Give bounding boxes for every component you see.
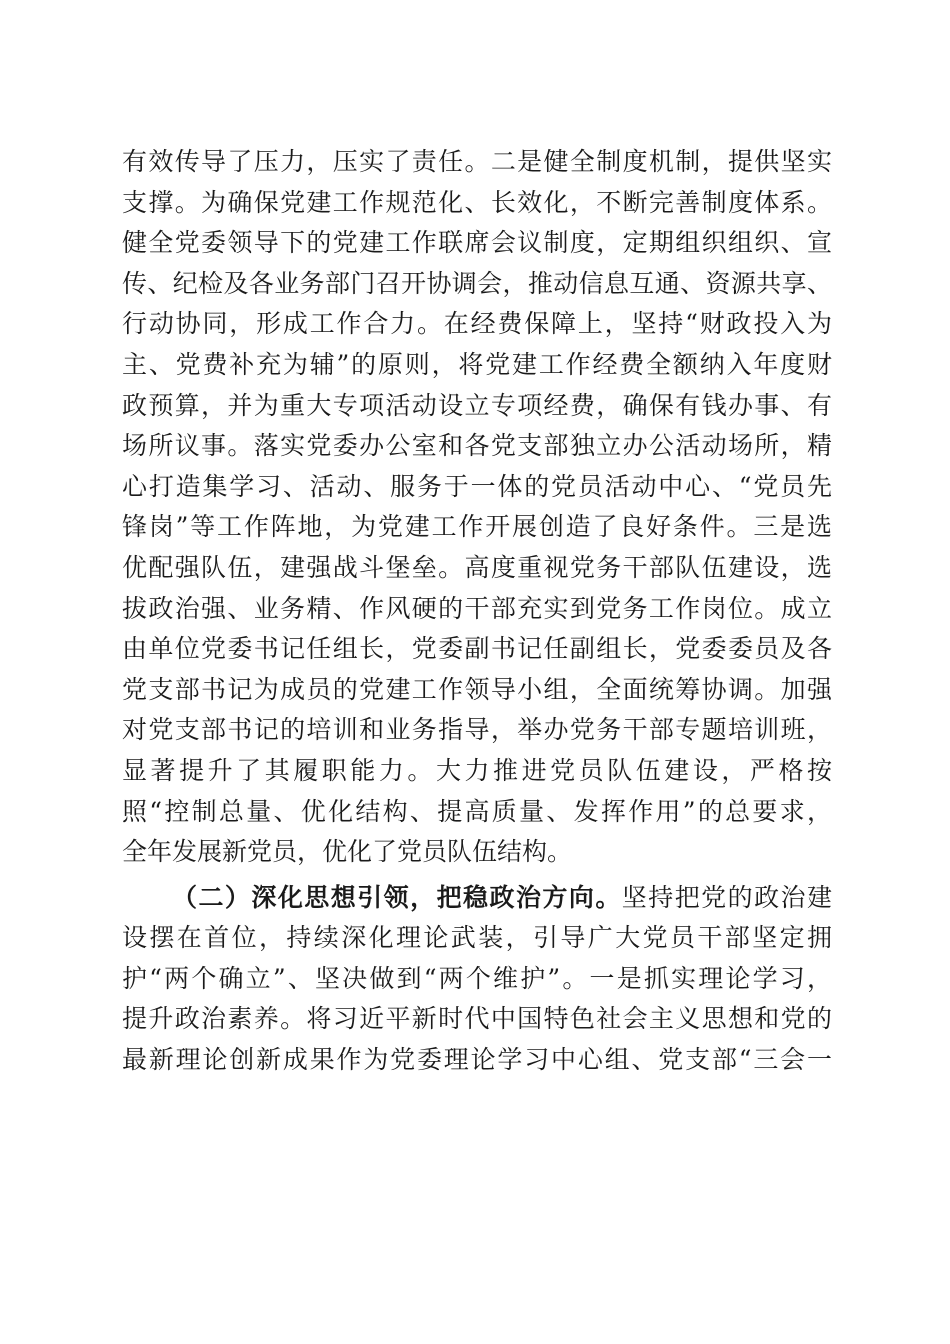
text-line: 场所议事。落实党委办公室和各党支部独立办公活动场所，精: [122, 431, 832, 461]
text-line: 优配强队伍，建强战斗堡垒。高度重视党务干部队伍建设，选: [122, 552, 832, 582]
paragraph-1: [122, 142, 832, 873]
text-line: 心打造集学习、活动、服务于一体的党员活动中心、“党员先: [122, 471, 832, 501]
section-heading: （二）深化思想引领，把稳政治方向。: [172, 882, 622, 912]
text-line: 照“控制总量、优化结构、提高质量、发挥作用”的总要求，: [122, 796, 832, 826]
heading-continuation: 坚持把党的政治建: [621, 882, 832, 912]
paragraph-2-first-line: [122, 878, 832, 919]
text-line: 支撑。为确保党建工作规范化、长效化，不断完善制度体系。: [122, 187, 832, 217]
text-line: 主、党费补充为辅”的原则，将党建工作经费全额纳入年度财: [122, 349, 832, 379]
text-line: 全年发展新党员，优化了党员队伍结构。: [122, 837, 573, 867]
text-line: 传、纪检及各业务部门召开协调会，推动信息互通、资源共享、: [122, 268, 832, 298]
text-line: 健全党委领导下的党建工作联席会议制度，定期组织组织、宣: [122, 228, 832, 258]
text-line: 设摆在首位，持续深化理论武装，引导广大党员干部坚定拥: [122, 923, 832, 953]
text-line: 提升政治素养。将习近平新时代中国特色社会主义思想和党的: [122, 1004, 832, 1034]
paragraph-2: [122, 878, 832, 1081]
text-line: 党支部书记为成员的党建工作领导小组，全面统筹协调。加强: [122, 674, 832, 704]
text-line: 锋岗”等工作阵地，为党建工作开展创造了良好条件。三是选: [122, 512, 832, 542]
text-line: 行动协同，形成工作合力。在经费保障上，坚持“财政投入为: [122, 309, 832, 339]
body-text: [122, 142, 832, 1081]
text-line: 护“两个确立”、坚决做到“两个维护”。一是抓实理论学习，: [122, 963, 832, 993]
text-line: 显著提升了其履职能力。大力推进党员队伍建设，严格按: [122, 755, 832, 785]
text-line: 政预算，并为重大专项活动设立专项经费，确保有钱办事、有: [122, 390, 832, 420]
text-line: 对党支部书记的培训和业务指导，举办党务干部专题培训班，: [122, 715, 832, 745]
text-line: 有效传导了压力，压实了责任。二是健全制度机制，提供坚实: [122, 147, 832, 176]
text-line: 由单位党委书记任组长，党委副书记任副组长，党委委员及各: [122, 634, 832, 664]
text-line: 最新理论创新成果作为党委理论学习中心组、党支部“三会一: [122, 1045, 832, 1075]
text-line: 拔政治强、业务精、作风硬的干部充实到党务工作岗位。成立: [122, 593, 832, 623]
